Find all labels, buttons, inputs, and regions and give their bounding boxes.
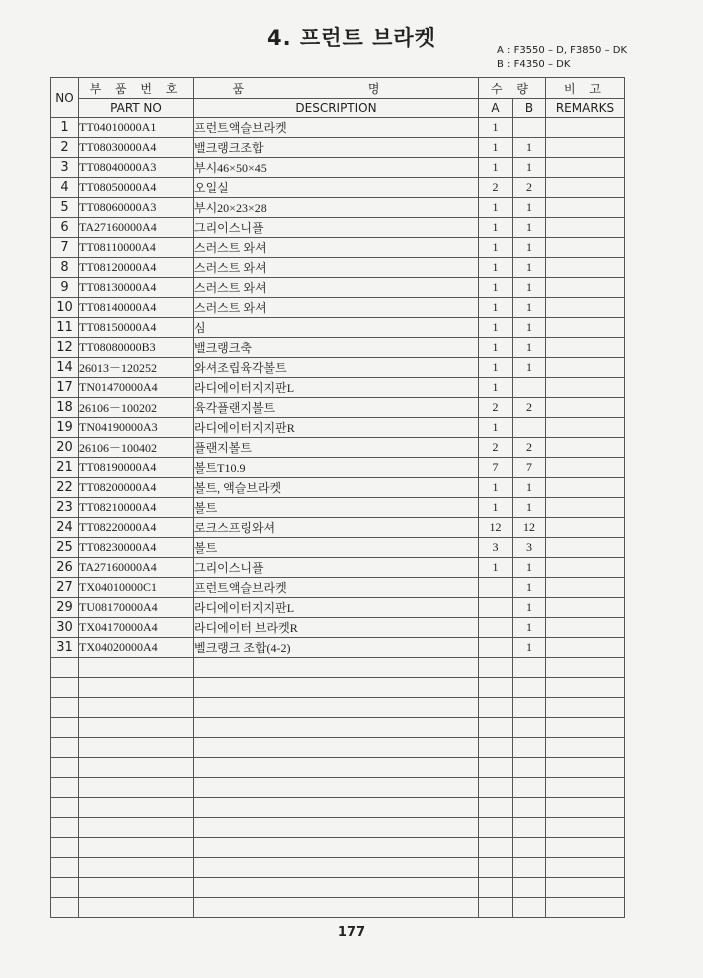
row-no: 5 — [51, 198, 79, 218]
part-number: 26106－100402 — [79, 438, 194, 458]
description: 플랜지볼트 — [194, 438, 479, 458]
qty-a — [479, 698, 513, 718]
qty-b: 1 — [513, 278, 546, 298]
qty-b: 1 — [513, 338, 546, 358]
part-number: TA27160000A4 — [79, 558, 194, 578]
row-no: 10 — [51, 298, 79, 318]
header-no: NO — [51, 78, 79, 118]
table-row — [51, 678, 625, 698]
qty-b: 12 — [513, 518, 546, 538]
remarks — [546, 158, 625, 178]
remarks — [546, 598, 625, 618]
qty-a: 2 — [479, 438, 513, 458]
description: 로크스프링와셔 — [194, 518, 479, 538]
part-number — [79, 738, 194, 758]
qty-b — [513, 118, 546, 138]
remarks — [546, 518, 625, 538]
table-row — [51, 498, 625, 518]
qty-b — [513, 838, 546, 858]
description: 그리이스니플 — [194, 218, 479, 238]
part-number: TN04190000A3 — [79, 418, 194, 438]
part-number: TT08080000B3 — [79, 338, 194, 358]
row-no: 22 — [51, 478, 79, 498]
qty-a: 1 — [479, 558, 513, 578]
qty-a — [479, 858, 513, 878]
qty-a: 2 — [479, 398, 513, 418]
description: 볼트, 액슬브라켓 — [194, 478, 479, 498]
parts-table-body — [51, 118, 625, 918]
description: 라디에이터지지판L — [194, 598, 479, 618]
remarks — [546, 678, 625, 698]
part-number: TT08130000A4 — [79, 278, 194, 298]
table-row — [51, 838, 625, 858]
row-no: 3 — [51, 158, 79, 178]
remarks — [546, 858, 625, 878]
row-no: 29 — [51, 598, 79, 618]
qty-b: 1 — [513, 138, 546, 158]
description: 스러스트 와셔 — [194, 238, 479, 258]
table-row — [51, 518, 625, 538]
header-remarks-en: REMARKS — [546, 99, 625, 118]
remarks — [546, 818, 625, 838]
remarks — [546, 478, 625, 498]
remarks — [546, 438, 625, 458]
row-no: 31 — [51, 638, 79, 658]
header-desc-kr: 품 명 — [194, 78, 479, 99]
qty-b: 1 — [513, 218, 546, 238]
remarks — [546, 758, 625, 778]
row-no — [51, 758, 79, 778]
row-no — [51, 778, 79, 798]
remarks — [546, 498, 625, 518]
table-row — [51, 538, 625, 558]
row-no: 2 — [51, 138, 79, 158]
table-row — [51, 618, 625, 638]
table-row — [51, 318, 625, 338]
row-no: 11 — [51, 318, 79, 338]
row-no — [51, 878, 79, 898]
qty-a — [479, 598, 513, 618]
row-no — [51, 858, 79, 878]
description: 부시20×23×28 — [194, 198, 479, 218]
part-number — [79, 818, 194, 838]
table-row — [51, 578, 625, 598]
table-row — [51, 298, 625, 318]
table-row — [51, 158, 625, 178]
row-no — [51, 798, 79, 818]
qty-b: 1 — [513, 498, 546, 518]
row-no — [51, 838, 79, 858]
part-number: TT08030000A4 — [79, 138, 194, 158]
remarks — [546, 358, 625, 378]
qty-b: 2 — [513, 398, 546, 418]
description: 볼트 — [194, 498, 479, 518]
qty-b: 1 — [513, 638, 546, 658]
part-number — [79, 698, 194, 718]
part-number — [79, 718, 194, 738]
qty-a — [479, 778, 513, 798]
qty-b: 1 — [513, 298, 546, 318]
row-no: 8 — [51, 258, 79, 278]
description: 스러스트 와셔 — [194, 258, 479, 278]
qty-b — [513, 698, 546, 718]
description — [194, 758, 479, 778]
table-row — [51, 118, 625, 138]
description: 육각플랜지볼트 — [194, 398, 479, 418]
part-number: TT08230000A4 — [79, 538, 194, 558]
row-no: 12 — [51, 338, 79, 358]
table-row — [51, 758, 625, 778]
qty-a: 1 — [479, 258, 513, 278]
description: 볼트T10.9 — [194, 458, 479, 478]
qty-b: 1 — [513, 598, 546, 618]
qty-a — [479, 738, 513, 758]
part-number — [79, 798, 194, 818]
model-a-label: A : F3550 – D, F3850 – DK — [497, 45, 627, 56]
qty-b — [513, 758, 546, 778]
table-row — [51, 458, 625, 478]
part-number: TT08140000A4 — [79, 298, 194, 318]
qty-a — [479, 678, 513, 698]
header-part-kr: 부 품 번 호 — [79, 78, 194, 99]
qty-a — [479, 798, 513, 818]
qty-a — [479, 578, 513, 598]
table-row — [51, 278, 625, 298]
row-no: 4 — [51, 178, 79, 198]
part-number: TT08060000A3 — [79, 198, 194, 218]
qty-a: 1 — [479, 358, 513, 378]
qty-b — [513, 718, 546, 738]
description: 와셔조립육각볼트 — [194, 358, 479, 378]
qty-b: 1 — [513, 318, 546, 338]
table-row — [51, 798, 625, 818]
qty-b: 3 — [513, 538, 546, 558]
table-row — [51, 178, 625, 198]
table-row — [51, 258, 625, 278]
qty-a: 1 — [479, 218, 513, 238]
row-no: 9 — [51, 278, 79, 298]
description — [194, 678, 479, 698]
description: 부시46×50×45 — [194, 158, 479, 178]
part-number — [79, 858, 194, 878]
qty-b: 1 — [513, 558, 546, 578]
remarks — [546, 898, 625, 918]
qty-a: 1 — [479, 318, 513, 338]
part-number: TT08210000A4 — [79, 498, 194, 518]
header-qty: 수 량 — [479, 78, 546, 99]
remarks — [546, 578, 625, 598]
qty-a: 1 — [479, 278, 513, 298]
header-qty-b: B — [513, 99, 546, 118]
part-number: TT08110000A4 — [79, 238, 194, 258]
qty-b — [513, 418, 546, 438]
row-no — [51, 678, 79, 698]
qty-b: 1 — [513, 238, 546, 258]
qty-b — [513, 858, 546, 878]
qty-a — [479, 878, 513, 898]
qty-a — [479, 718, 513, 738]
part-number: TT04010000A1 — [79, 118, 194, 138]
row-no: 23 — [51, 498, 79, 518]
qty-a: 1 — [479, 378, 513, 398]
description — [194, 798, 479, 818]
table-row — [51, 378, 625, 398]
description: 밸크랭크축 — [194, 338, 479, 358]
table-row — [51, 138, 625, 158]
part-number — [79, 678, 194, 698]
row-no — [51, 738, 79, 758]
part-number: TA27160000A4 — [79, 218, 194, 238]
qty-a: 1 — [479, 198, 513, 218]
description: 스러스트 와셔 — [194, 298, 479, 318]
qty-a — [479, 638, 513, 658]
remarks — [546, 638, 625, 658]
part-number: TX04020000A4 — [79, 638, 194, 658]
header-part-en: PART NO — [79, 99, 194, 118]
table-row — [51, 738, 625, 758]
part-number: TU08170000A4 — [79, 598, 194, 618]
part-number: TT08050000A4 — [79, 178, 194, 198]
table-row — [51, 358, 625, 378]
qty-b: 1 — [513, 618, 546, 638]
part-number: TT08150000A4 — [79, 318, 194, 338]
table-row — [51, 398, 625, 418]
qty-a — [479, 898, 513, 918]
remarks — [546, 118, 625, 138]
row-no — [51, 898, 79, 918]
description — [194, 858, 479, 878]
remarks — [546, 618, 625, 638]
part-number — [79, 778, 194, 798]
part-number: TT08120000A4 — [79, 258, 194, 278]
remarks — [546, 218, 625, 238]
description — [194, 718, 479, 738]
qty-a — [479, 818, 513, 838]
remarks — [546, 198, 625, 218]
part-number — [79, 758, 194, 778]
model-legend — [497, 44, 627, 72]
qty-a: 1 — [479, 478, 513, 498]
description — [194, 698, 479, 718]
part-number: TT08220000A4 — [79, 518, 194, 538]
table-row — [51, 698, 625, 718]
qty-b — [513, 898, 546, 918]
part-number: TT08190000A4 — [79, 458, 194, 478]
table-row — [51, 858, 625, 878]
qty-b — [513, 678, 546, 698]
row-no: 30 — [51, 618, 79, 638]
description: 라디에이터지지판R — [194, 418, 479, 438]
part-number: TN01470000A4 — [79, 378, 194, 398]
model-b-label: B : F4350 – DK — [497, 59, 571, 70]
row-no — [51, 718, 79, 738]
row-no: 6 — [51, 218, 79, 238]
part-number: 26013－120252 — [79, 358, 194, 378]
part-number: TT08200000A4 — [79, 478, 194, 498]
remarks — [546, 238, 625, 258]
part-number — [79, 658, 194, 678]
description — [194, 878, 479, 898]
qty-b — [513, 738, 546, 758]
row-no: 18 — [51, 398, 79, 418]
description — [194, 738, 479, 758]
row-no — [51, 698, 79, 718]
table-row — [51, 598, 625, 618]
part-number: TX04170000A4 — [79, 618, 194, 638]
remarks — [546, 538, 625, 558]
remarks — [546, 178, 625, 198]
row-no — [51, 658, 79, 678]
description: 프런트액슬브라켓 — [194, 578, 479, 598]
row-no: 21 — [51, 458, 79, 478]
qty-a: 12 — [479, 518, 513, 538]
qty-a: 1 — [479, 238, 513, 258]
qty-b: 1 — [513, 158, 546, 178]
description — [194, 778, 479, 798]
part-number: TX04010000C1 — [79, 578, 194, 598]
description — [194, 838, 479, 858]
part-number — [79, 898, 194, 918]
remarks — [546, 258, 625, 278]
qty-a: 1 — [479, 158, 513, 178]
part-number — [79, 878, 194, 898]
header-qty-a: A — [479, 99, 513, 118]
remarks — [546, 418, 625, 438]
page-number: 177 — [337, 925, 366, 940]
table-row — [51, 558, 625, 578]
qty-a: 2 — [479, 178, 513, 198]
qty-b — [513, 378, 546, 398]
qty-a: 1 — [479, 298, 513, 318]
table-row — [51, 878, 625, 898]
header-desc-en: DESCRIPTION — [194, 99, 479, 118]
table-row — [51, 198, 625, 218]
qty-b: 2 — [513, 438, 546, 458]
qty-b: 7 — [513, 458, 546, 478]
qty-b: 1 — [513, 358, 546, 378]
qty-a: 1 — [479, 418, 513, 438]
description: 스러스트 와셔 — [194, 278, 479, 298]
remarks — [546, 778, 625, 798]
qty-a — [479, 758, 513, 778]
remarks — [546, 318, 625, 338]
qty-a: 7 — [479, 458, 513, 478]
table-row — [51, 338, 625, 358]
row-no: 20 — [51, 438, 79, 458]
part-number: 26106－100202 — [79, 398, 194, 418]
row-no — [51, 818, 79, 838]
row-no: 14 — [51, 358, 79, 378]
remarks — [546, 878, 625, 898]
qty-a — [479, 618, 513, 638]
header-remarks-kr: 비 고 — [546, 78, 625, 99]
remarks — [546, 298, 625, 318]
remarks — [546, 138, 625, 158]
row-no: 7 — [51, 238, 79, 258]
qty-a: 1 — [479, 138, 513, 158]
qty-b — [513, 798, 546, 818]
table-row — [51, 898, 625, 918]
table-row — [51, 238, 625, 258]
part-number: TT08040000A3 — [79, 158, 194, 178]
remarks — [546, 838, 625, 858]
description — [194, 898, 479, 918]
remarks — [546, 278, 625, 298]
row-no: 19 — [51, 418, 79, 438]
remarks — [546, 718, 625, 738]
row-no: 26 — [51, 558, 79, 578]
parts-table — [50, 77, 625, 918]
qty-b — [513, 658, 546, 678]
remarks — [546, 458, 625, 478]
table-row — [51, 478, 625, 498]
remarks — [546, 378, 625, 398]
qty-b — [513, 818, 546, 838]
description: 심 — [194, 318, 479, 338]
description: 그리이스니플 — [194, 558, 479, 578]
row-no: 27 — [51, 578, 79, 598]
description: 라디에이터 브라켓R — [194, 618, 479, 638]
qty-b: 1 — [513, 478, 546, 498]
qty-b: 1 — [513, 198, 546, 218]
table-row — [51, 638, 625, 658]
table-row — [51, 218, 625, 238]
remarks — [546, 398, 625, 418]
qty-b — [513, 878, 546, 898]
qty-a — [479, 838, 513, 858]
table-row — [51, 658, 625, 678]
qty-a: 1 — [479, 338, 513, 358]
remarks — [546, 558, 625, 578]
description: 프런트액슬브라켓 — [194, 118, 479, 138]
qty-b — [513, 778, 546, 798]
remarks — [546, 698, 625, 718]
remarks — [546, 798, 625, 818]
description: 오일실 — [194, 178, 479, 198]
qty-b: 1 — [513, 578, 546, 598]
part-number — [79, 838, 194, 858]
qty-a: 3 — [479, 538, 513, 558]
description: 라디에이터지지판L — [194, 378, 479, 398]
qty-a: 1 — [479, 118, 513, 138]
table-row — [51, 438, 625, 458]
description — [194, 658, 479, 678]
table-row — [51, 718, 625, 738]
table-row — [51, 818, 625, 838]
row-no: 1 — [51, 118, 79, 138]
row-no: 24 — [51, 518, 79, 538]
remarks — [546, 738, 625, 758]
description — [194, 818, 479, 838]
table-row — [51, 778, 625, 798]
page-title: 4. 프런트 브라켓 — [267, 26, 436, 50]
description: 밸크랭크조합 — [194, 138, 479, 158]
description: 볼트 — [194, 538, 479, 558]
description: 벨크랭크 조합(4-2) — [194, 638, 479, 658]
qty-b: 2 — [513, 178, 546, 198]
qty-b: 1 — [513, 258, 546, 278]
remarks — [546, 658, 625, 678]
qty-a: 1 — [479, 498, 513, 518]
row-no: 25 — [51, 538, 79, 558]
qty-a — [479, 658, 513, 678]
table-row — [51, 418, 625, 438]
row-no: 17 — [51, 378, 79, 398]
remarks — [546, 338, 625, 358]
